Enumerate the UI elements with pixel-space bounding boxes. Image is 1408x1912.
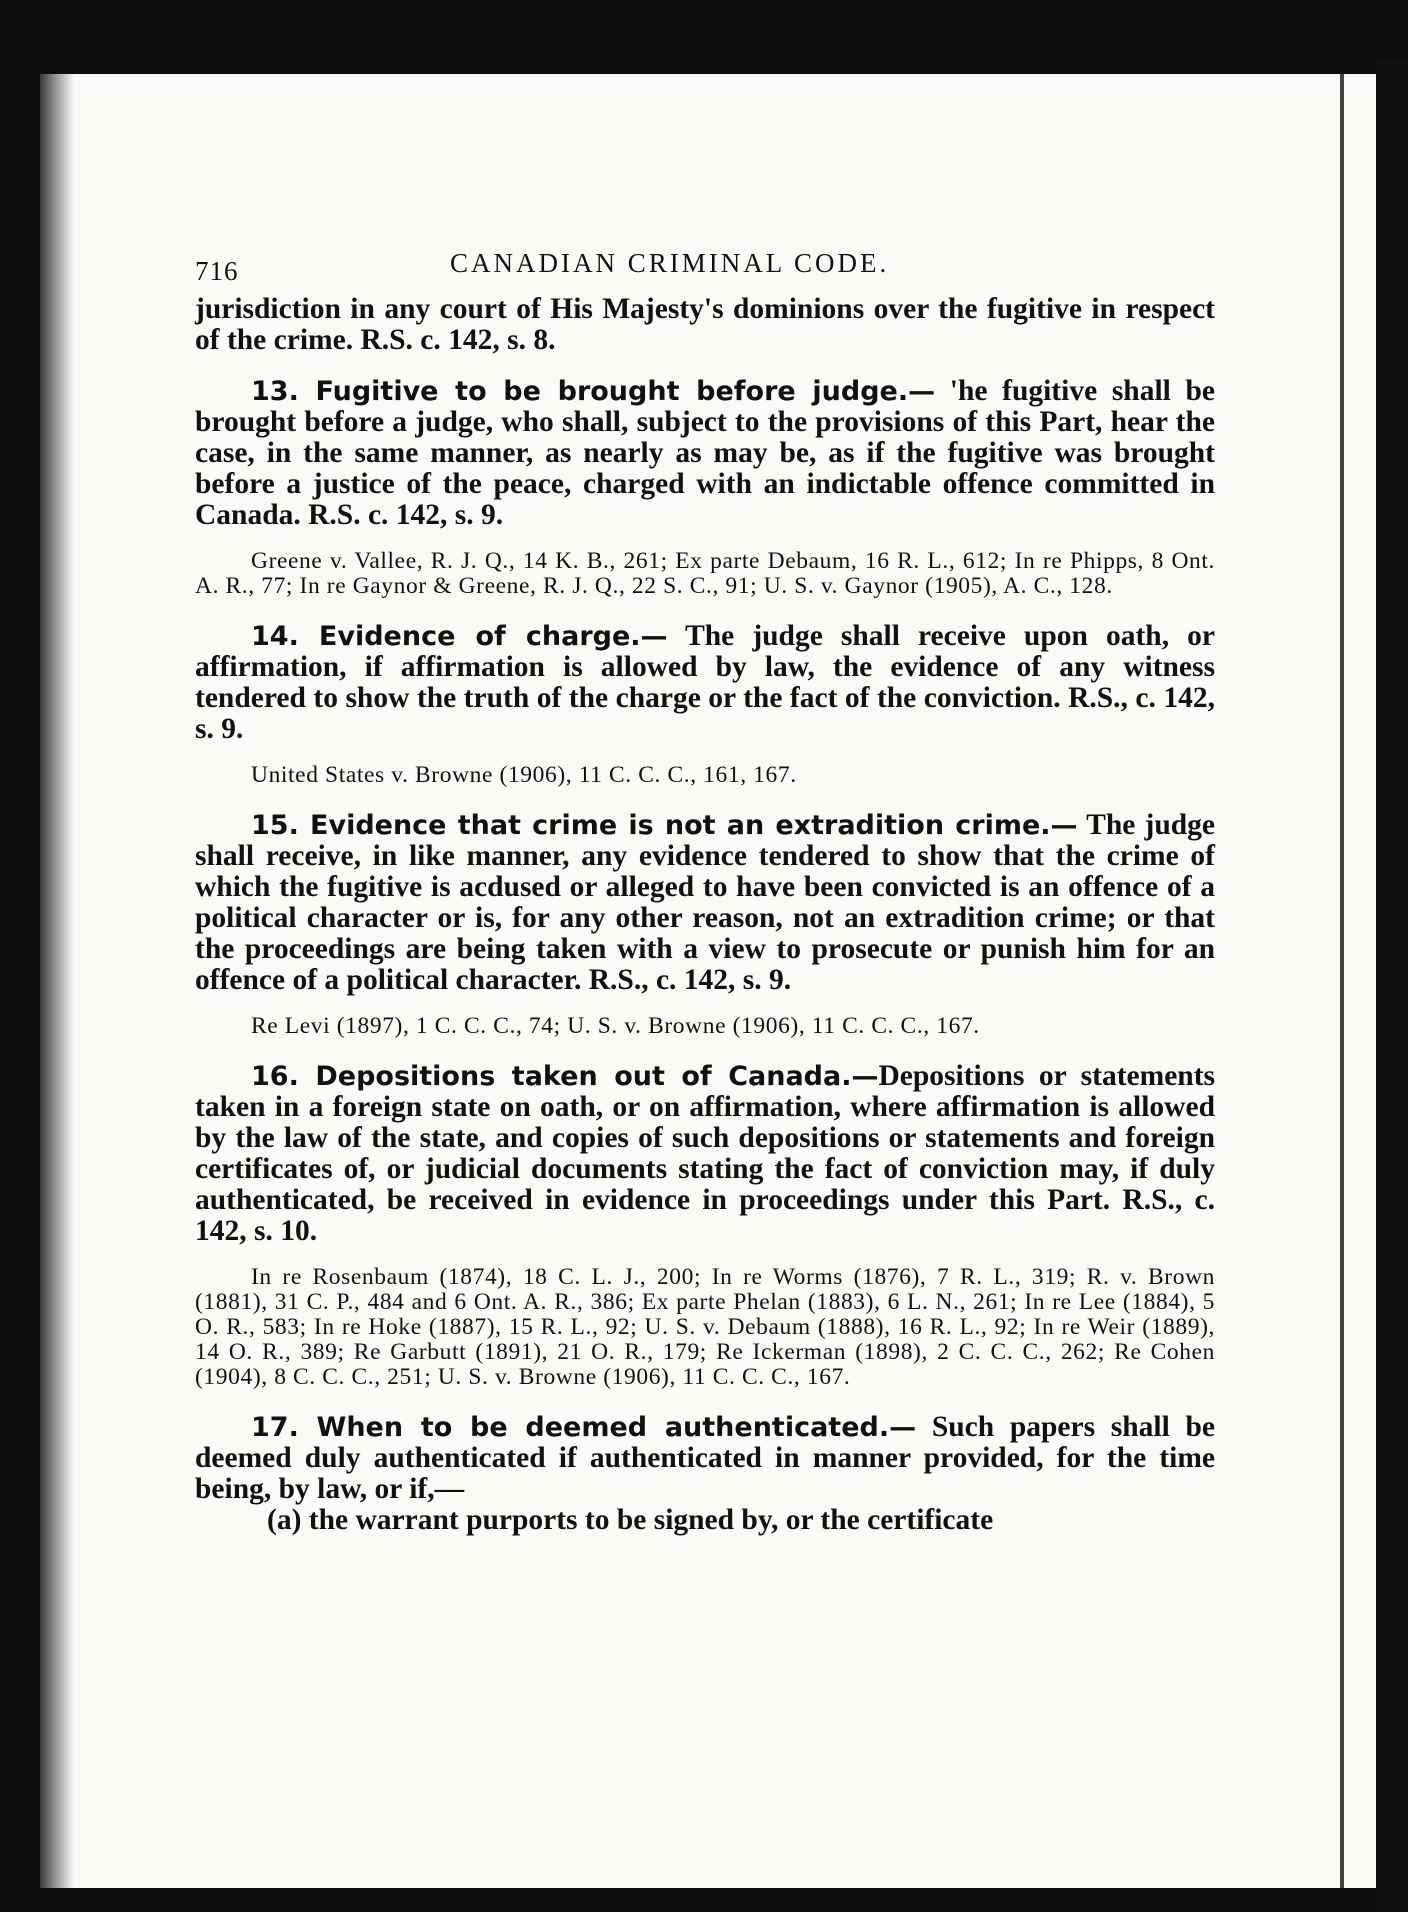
scan-border [1376,60,1408,1912]
section-16 [195,1061,1215,1247]
section-17-clause-a: (a) the warrant purports to be signed by, or the certificate [267,1504,994,1536]
section-17-text: Such papers shall be deemed duly authenticated if authenticated in manner provided, for the time being, by law, or if,— [195,1411,1216,1505]
section-16-heading: 16. Depositions taken out of Canada.— [251,1061,879,1092]
section-13-heading: 13. Fugitive to be brought before judge.— [251,376,936,407]
section-15-heading: 15. Evidence that crime is not an extradition crime.— [251,810,1078,841]
section-13 [195,376,1215,531]
section-17 [195,1412,1215,1505]
section-14-text: The judge shall receive upon oath, or affirmation, if affirmation is allowed by law, the evidence of any witness tendered to show the truth of the charge or the fact of the conviction. R.S., c. 142, s. 9. [195,620,1215,745]
section-14-citations: United States v. Browne (1906), 11 C. C. C., 161, 167. [251,762,797,788]
binding-shadow [40,74,74,1888]
section-14-heading: 14. Evidence of charge.— [251,621,668,652]
section-16-text: Depositions or statements taken in a foreign state on oath, or on affirmation, where affirmation is allowed by the law of the state, and copies of such depositions or statements and foreign certificates of, or judicial documents stating the fact of conviction may, if duly authenticated, be received in evidence in proceedings under this Part. R.S., c. 142, s. 10. [195,1060,1216,1247]
section-17-heading: 17. When to be deemed authenticated.— [251,1412,917,1443]
section-15-citations: Re Levi (1897), 1 C. C. C., 74; U. S. v. Browne (1906), 11 C. C. C., 167. [251,1013,980,1039]
page-content [195,248,1215,1536]
page-number: 716 [195,256,239,286]
section-13-citations: Greene v. Vallee, R. J. Q., 14 K. B., 261; Ex parte Debaum, 16 R. L., 612; In re Phipps, 8 Ont. A. R., 77; In re Gaynor & Greene, R. J. Q., 22 S. C., 91; U. S. v. Gaynor (1905), A. C., 128. [195,548,1215,599]
page-edge [1340,74,1344,1888]
section-15-text: The judge shall receive, in like manner, any evidence tendered to show that the crime of which the fugitive is acdused or alleged to have been convicted is an offence of a political character or is, for any other reason, not an extradition crime; or that the proceedings are being taken with a view to prosecute or punish him for an offence of a political character. R.S., c. 142, s. 9. [195,809,1215,996]
section-16-citations: In re Rosenbaum (1874), 18 C. L. J., 200; In re Worms (1876), 7 R. L., 319; R. v. Brown (1881), 31 C. P., 484 and 6 Ont. A. R., 386; Ex parte Phelan (1883), 6 L. N., 261; In re Lee (1884), 5 O. R., 583; In re Hoke (1887), 15 R. L., 92; U. S. v. Debaum (1888), 16 R. L., 92; In re Weir (1889), 14 O. R., 389; Re Garbutt (1891), 21 O. R., 179; Re Ickerman (1898), 2 C. C. C., 262; Re Cohen (1904), 8 C. C. C., 251; U. S. v. Browne (1906), 11 C. C. C., 167. [195,1264,1215,1390]
page-header [195,248,1215,294]
section-14 [195,621,1215,745]
section-15 [195,810,1215,996]
section-13-text: 'he fugitive shall be brought before a judge, who shall, subject to the provisions of this Part, hear the case, in the same manner, as nearly as may be, as if the fugitive was brought before a justice of the peace, charged with an indictable offence committed in Canada. R.S. c. 142, s. 9. [195,375,1216,531]
running-title: CANADIAN CRIMINAL CODE. [450,248,890,278]
continued-paragraph: jurisdiction in any court of His Majesty's dominions over the fugitive in respect of the crime. R.S. c. 142, s. 8. [195,293,1215,356]
